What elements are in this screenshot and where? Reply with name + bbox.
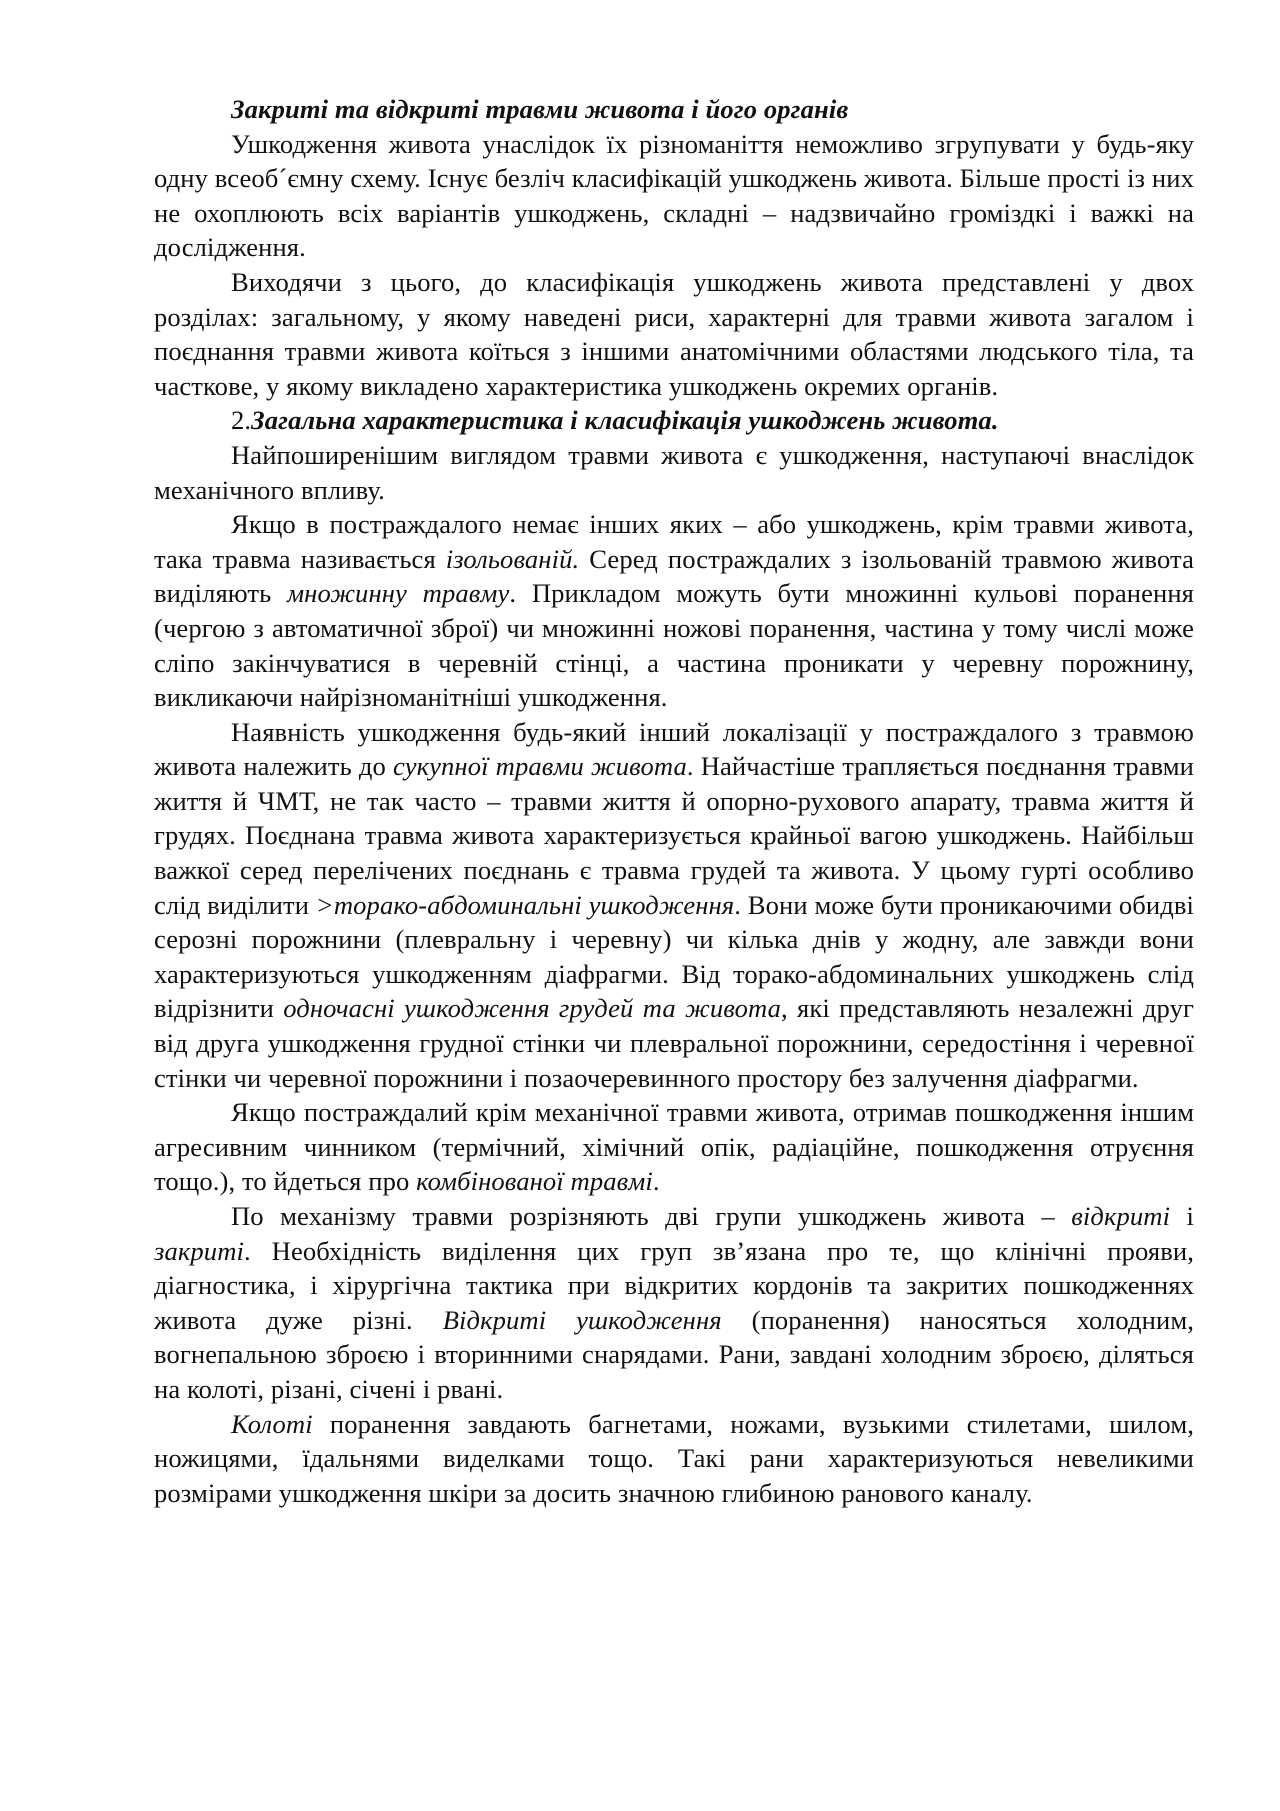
paragraph-3: Найпоширенішим виглядом травми живота є ушкодження, наступаючі внаслідок механічного впливу. [154, 439, 1194, 505]
p8-term-stab: Колоті [231, 1408, 313, 1439]
p8-text-1: поранення завдають багнетами, ножами, вузькими стилетами, шилом, ножицями, їдальнями виделками тощо. Такі рани характеризуються невеликими розмірами ушкодження шкіри за досить значною глибиною ранового каналу. [154, 1408, 1194, 1508]
p6-text-1: Якщо постраждалий крім механічної травми живота, отримав пошкодження іншим агресивним чинником (термічний, хімічний опік, радіаційне, пошкодження отруєння тощо.), то йдеться про [154, 1097, 1194, 1197]
p6-term-combined-trauma: комбінованої травмі [416, 1166, 653, 1197]
section-2-title: Загальна характеристика і класифікація ушкоджень живота. [251, 405, 999, 436]
p4-term-multiple: множинну травму [287, 578, 510, 609]
paragraph-5 [154, 715, 1194, 1096]
p4-text-3: . Прикладом можуть бути множинні кульові поранення (чергою з автоматичної зброї) чи множинні ножові поранення, частина у тому числі може сліпо закінчуватися в черевній стінці, а частина проникати у черевну порожнину, викликаючи найрізноманітніші ушкодження. [154, 578, 1194, 713]
p7-term-open: відкриті [1071, 1201, 1171, 1231]
p7-text-2: і [1170, 1201, 1194, 1231]
p6-text-2: . [652, 1166, 660, 1197]
section-heading: Закриті та відкриті травми живота і його органів [231, 94, 849, 124]
section-2-heading [154, 403, 1194, 438]
p7-term-closed: закриті [154, 1235, 244, 1266]
paragraph-2: Виходячи з цього, до класифікація ушкоджень живота представлені у двох розділах: загальному, у якому наведені риси, характерні для травми живота загалом і поєднання травми живота коїться з іншими анатомічними областями людського тіла, та часткове, у якому викладено характеристика ушкоджень окремих органів. [154, 266, 1194, 401]
document-page [154, 92, 1194, 1510]
p7-term-open-injuries: Відкриті ушкодження [442, 1304, 722, 1335]
paragraph-4 [154, 507, 1194, 715]
p5-text-1: Наявність ушкодження будь-який інший локалізації у постраждалого з травмою живота належить до [154, 716, 1194, 782]
p7-text-4: (поранення) наносяться холодним, вогнепальною зброєю і вторинними снарядами. Рани, завдані холодним зброєю, діляться на колоті, різані, січені і рвані. [154, 1304, 1194, 1404]
paragraph-8 [154, 1407, 1194, 1511]
paragraph-7 [154, 1199, 1194, 1407]
p5-text-2: . Найчастіше трапляється поєднання травми життя й ЧМТ, не так часто – травми життя й опорно-рухового апарату, травма життя й грудях. Поєднана травма живота характеризується крайньої вагою ушкоджень. Найбільш важкої серед перелічених поєднань є травма грудей та живота. У цьому гурті особливо слід виділити [154, 751, 1194, 920]
p5-text-3: . Вони може бути проникаючими обидві серозні порожнини (плевральну і черевну) чи кілька днів у жодну, але завжди вони характеризуються ушкодженням діафрагми. Від торако-абдоминальних ушкоджень слід відрізнити [154, 889, 1194, 1024]
p5-term-thoracoabdominal: >торако-абдоминальні ушкодження [315, 889, 735, 920]
p7-text-1: По механізму травми розрізняють дві групи ушкоджень живота – [231, 1201, 1072, 1231]
p5-term-combined: сукупної травми живота [392, 751, 687, 782]
p4-text-2: Серед постраждалих з ізольованій травмою живота виділяють [154, 543, 1195, 609]
section-2-number: 2. [231, 405, 252, 436]
p5-text-4: , які представляють незалежні друг від друга ушкодження грудної стінки чи плевральної порожнини, середостіння і черевної стінки чи черевної порожнини і позаочеревинного простору без залучення діафрагми. [154, 993, 1194, 1093]
p4-term-isolated: ізольованій. [445, 543, 580, 574]
p7-text-3: . Необхідність виділення цих груп зв’язана про те, що клінічні прояви, діагностика, і хірургічна тактика при відкритих кордонів та закритих пошкодженнях живота дуже різні. [154, 1235, 1194, 1335]
paragraph-1: Ушкодження живота унаслідок їх різноманіття неможливо згрупувати у будь-яку одну всеоб´ємну схему. Існує безліч класифікацій ушкоджень живота. Більше прості із них не охоплюють всіх варіантів ушкоджень, складні – надзвичайно громіздкі і важкі на дослідження. [154, 128, 1194, 263]
p5-term-simultaneous: одночасні ушкодження грудей та живота [283, 993, 781, 1024]
paragraph-6 [154, 1095, 1194, 1199]
p4-text-1: Якщо в постраждалого немає інших яких – або ушкоджень, крім травми живота, така травма називається [154, 509, 1194, 574]
